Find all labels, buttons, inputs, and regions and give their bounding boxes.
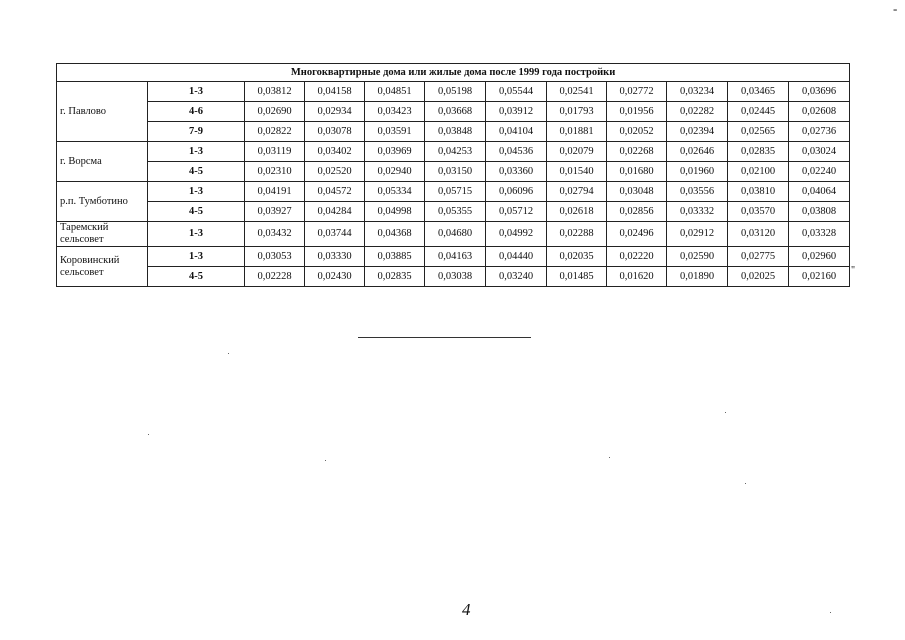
table-row [57,222,850,247]
value-cell: 0,02794 [547,182,607,202]
value-cell: 0,03078 [305,122,365,142]
scan-speck [830,612,831,613]
value-cell: 0,02430 [305,267,365,287]
floors-cell: 4-5 [148,267,245,287]
table-row [57,122,850,142]
scan-speck [745,483,746,484]
table-row [57,202,850,222]
value-cell: 0,02940 [365,162,425,182]
value-cell: 0,03234 [667,82,728,102]
value-cell: 0,03119 [245,142,305,162]
scan-speck [609,457,610,458]
table-row [57,182,850,202]
floors-cell: 4-6 [148,102,245,122]
value-cell: 0,01881 [547,122,607,142]
value-cell: 0,02736 [789,122,850,142]
value-cell: 0,03038 [425,267,486,287]
table-title: Многоквартирные дома или жилые дома после 1999 года постройки [57,64,850,82]
value-cell: 0,03927 [245,202,305,222]
value-cell: 0,03465 [728,82,789,102]
table-body [57,64,850,287]
value-cell: 0,05712 [486,202,547,222]
table-row [57,102,850,122]
value-cell: 0,03812 [245,82,305,102]
scan-speck [725,412,726,413]
value-cell: 0,02590 [667,247,728,267]
value-cell: 0,05715 [425,182,486,202]
value-cell: 0,03402 [305,142,365,162]
value-cell: 0,02856 [607,202,667,222]
value-cell: 0,03885 [365,247,425,267]
value-cell: 0,03332 [667,202,728,222]
value-cell: 0,03808 [789,202,850,222]
closing-quote-mark: " [851,265,856,276]
value-cell: 0,02220 [607,247,667,267]
value-cell: 0,02835 [728,142,789,162]
tariff-table [56,63,850,287]
value-cell: 0,02646 [667,142,728,162]
value-cell: 0,02772 [607,82,667,102]
value-cell: 0,03591 [365,122,425,142]
value-cell: 0,05334 [365,182,425,202]
corner-mark: - [893,1,898,16]
value-cell: 0,03556 [667,182,728,202]
scan-speck [148,434,149,435]
value-cell: 0,02541 [547,82,607,102]
value-cell: 0,01960 [667,162,728,182]
value-cell: 0,02960 [789,247,850,267]
scan-speck [228,353,229,354]
value-cell: 0,03330 [305,247,365,267]
value-cell: 0,04253 [425,142,486,162]
value-cell: 0,03696 [789,82,850,102]
settlement-name-cell: Таремский сельсовет [57,222,148,247]
value-cell: 0,02288 [547,222,607,247]
page-number: 4 [462,600,471,619]
value-cell: 0,02496 [607,222,667,247]
value-cell: 0,04064 [789,182,850,202]
value-cell: 0,03744 [305,222,365,247]
value-cell: 0,02445 [728,102,789,122]
value-cell: 0,01956 [607,102,667,122]
value-cell: 0,02310 [245,162,305,182]
value-cell: 0,05544 [486,82,547,102]
value-cell: 0,03120 [728,222,789,247]
value-cell: 0,03024 [789,142,850,162]
floors-cell: 1-3 [148,182,245,202]
value-cell: 0,03240 [486,267,547,287]
value-cell: 0,02052 [607,122,667,142]
value-cell: 0,02822 [245,122,305,142]
value-cell: 0,04680 [425,222,486,247]
value-cell: 0,02934 [305,102,365,122]
value-cell: 0,01890 [667,267,728,287]
value-cell: 0,01620 [607,267,667,287]
table-row [57,267,850,287]
value-cell: 0,04440 [486,247,547,267]
value-cell: 0,04104 [486,122,547,142]
value-cell: 0,04536 [486,142,547,162]
value-cell: 0,04191 [245,182,305,202]
value-cell: 0,03360 [486,162,547,182]
floors-cell: 4-5 [148,202,245,222]
value-cell: 0,02775 [728,247,789,267]
floors-cell: 1-3 [148,82,245,102]
value-cell: 0,04158 [305,82,365,102]
value-cell: 0,03150 [425,162,486,182]
settlement-name-cell: г. Ворсма [57,142,148,182]
value-cell: 0,02268 [607,142,667,162]
value-cell: 0,03810 [728,182,789,202]
value-cell: 0,01680 [607,162,667,182]
value-cell: 0,02835 [365,267,425,287]
value-cell: 0,04163 [425,247,486,267]
separator-line [358,337,531,338]
value-cell: 0,02228 [245,267,305,287]
value-cell: 0,01793 [547,102,607,122]
value-cell: 0,02240 [789,162,850,182]
value-cell: 0,05355 [425,202,486,222]
floors-cell: 1-3 [148,222,245,247]
value-cell: 0,01540 [547,162,607,182]
value-cell: 0,02035 [547,247,607,267]
value-cell: 0,04572 [305,182,365,202]
value-cell: 0,02608 [789,102,850,122]
floors-cell: 7-9 [148,122,245,142]
value-cell: 0,06096 [486,182,547,202]
table-row [57,82,850,102]
value-cell: 0,04992 [486,222,547,247]
floors-cell: 1-3 [148,247,245,267]
value-cell: 0,03432 [245,222,305,247]
value-cell: 0,02079 [547,142,607,162]
table-row [57,162,850,182]
value-cell: 0,02520 [305,162,365,182]
settlement-name-cell: р.п. Тумботино [57,182,148,222]
floors-cell: 1-3 [148,142,245,162]
value-cell: 0,02160 [789,267,850,287]
table-row [57,142,850,162]
value-cell: 0,02618 [547,202,607,222]
table-row [57,247,850,267]
value-cell: 0,05198 [425,82,486,102]
value-cell: 0,03969 [365,142,425,162]
value-cell: 0,02912 [667,222,728,247]
value-cell: 0,03668 [425,102,486,122]
value-cell: 0,02100 [728,162,789,182]
value-cell: 0,03570 [728,202,789,222]
value-cell: 0,03328 [789,222,850,247]
value-cell: 0,04851 [365,82,425,102]
value-cell: 0,02025 [728,267,789,287]
value-cell: 0,03848 [425,122,486,142]
value-cell: 0,02282 [667,102,728,122]
value-cell: 0,03423 [365,102,425,122]
table-title-row [57,64,850,82]
floors-cell: 4-5 [148,162,245,182]
value-cell: 0,02565 [728,122,789,142]
value-cell: 0,02394 [667,122,728,142]
scan-speck [325,460,326,461]
settlement-name-cell: г. Павлово [57,82,148,142]
value-cell: 0,03048 [607,182,667,202]
value-cell: 0,03053 [245,247,305,267]
value-cell: 0,02690 [245,102,305,122]
settlement-name-cell: Коровинский сельсовет [57,247,148,287]
value-cell: 0,04368 [365,222,425,247]
value-cell: 0,04284 [305,202,365,222]
value-cell: 0,04998 [365,202,425,222]
value-cell: 0,01485 [547,267,607,287]
value-cell: 0,03912 [486,102,547,122]
